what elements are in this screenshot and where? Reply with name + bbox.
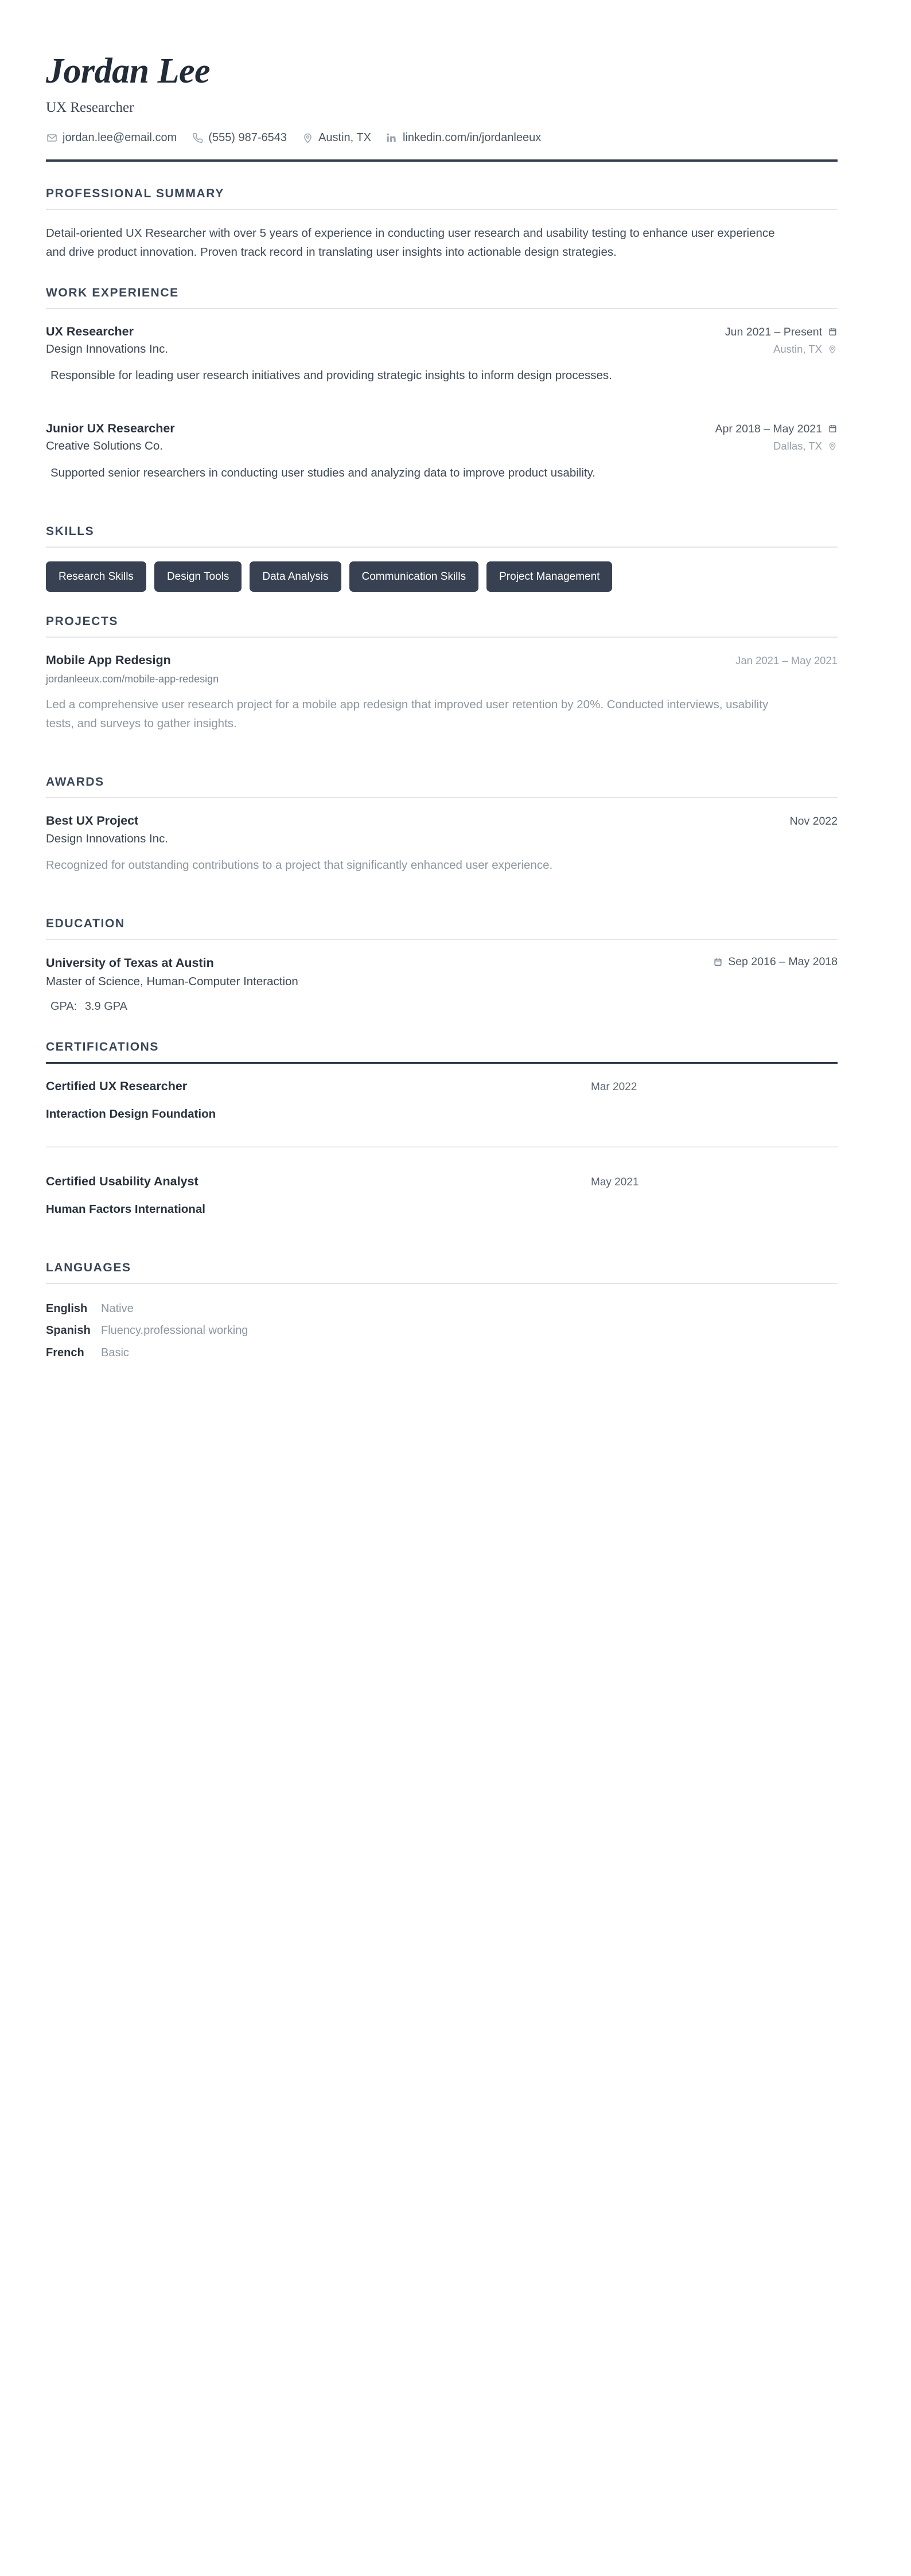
project-description: Led a comprehensive user research project for a mobile app redesign that improved user retention by 20%. Conducted interviews, usability tests, and surveys to gather insights. bbox=[46, 697, 769, 731]
certification-entry-header bbox=[46, 1173, 838, 1191]
work-description: Responsible for leading user research initiatives and providing strategic insights to inform design processes. bbox=[50, 369, 612, 383]
header-divider bbox=[46, 159, 838, 162]
language-name: French bbox=[46, 1346, 84, 1359]
location-icon bbox=[302, 132, 313, 144]
section-projects bbox=[46, 615, 838, 733]
work-location-text: Dallas, TX bbox=[773, 439, 822, 452]
award-entry bbox=[46, 812, 838, 875]
section-awards bbox=[46, 775, 838, 875]
education-degree: Master of Science, Human-Computer Interaction bbox=[46, 975, 298, 989]
section-divider bbox=[46, 797, 838, 798]
section-work-experience bbox=[46, 286, 838, 482]
certification-divider bbox=[46, 1146, 838, 1148]
education-gpa-value: 3.9 GPA bbox=[84, 1000, 127, 1013]
work-description: Supported senior researchers in conducting user studies and analyzing data to improve product usability. bbox=[50, 466, 595, 479]
contact-email[interactable] bbox=[46, 131, 177, 145]
section-certifications bbox=[46, 1040, 838, 1219]
contact-row bbox=[46, 131, 838, 145]
work-dates bbox=[725, 324, 838, 340]
section-heading-work: WORK EXPERIENCE bbox=[46, 286, 179, 299]
education-entry-header bbox=[46, 954, 838, 972]
award-date-text: Nov 2022 bbox=[789, 815, 838, 828]
section-heading-skills: SKILLS bbox=[46, 524, 95, 538]
award-entry-header bbox=[46, 812, 838, 830]
section-skills bbox=[46, 525, 838, 592]
section-heading-certifications: CERTIFICATIONS bbox=[46, 1040, 159, 1053]
section-education bbox=[46, 917, 838, 1015]
calendar-icon bbox=[713, 957, 723, 967]
skill-pill: Research Skills bbox=[46, 561, 146, 592]
education-entry bbox=[46, 954, 838, 1015]
award-issuer: Design Innovations Inc. bbox=[46, 832, 169, 845]
work-company: Creative Solutions Co. bbox=[46, 439, 163, 452]
language-level: Fluency.professional working bbox=[101, 1324, 248, 1337]
phone-icon bbox=[192, 132, 203, 144]
work-dates bbox=[715, 421, 838, 437]
certification-name: Certified Usability Analyst bbox=[46, 1174, 198, 1188]
education-gpa bbox=[50, 998, 838, 1015]
work-entry-header bbox=[46, 323, 838, 341]
award-name: Best UX Project bbox=[46, 814, 139, 828]
language-row bbox=[46, 1342, 838, 1364]
language-name: Spanish bbox=[46, 1324, 91, 1337]
section-heading-languages: LANGUAGES bbox=[46, 1260, 131, 1274]
section-languages bbox=[46, 1261, 838, 1364]
section-divider bbox=[46, 1062, 838, 1064]
work-job-title: UX Researcher bbox=[46, 324, 134, 338]
certification-date: May 2021 bbox=[591, 1176, 639, 1188]
location-icon bbox=[827, 441, 838, 451]
contact-location-text: Austin, TX bbox=[318, 131, 371, 145]
award-date bbox=[790, 813, 838, 829]
language-row bbox=[46, 1298, 838, 1320]
section-professional-summary bbox=[46, 187, 838, 261]
work-location bbox=[773, 439, 838, 454]
work-entry bbox=[46, 420, 838, 482]
project-dates-text: Jan 2021 – May 2021 bbox=[735, 654, 838, 666]
education-gpa-label: GPA: bbox=[50, 1000, 77, 1013]
calendar-icon bbox=[827, 327, 838, 337]
section-heading-projects: PROJECTS bbox=[46, 614, 118, 628]
certification-name: Certified UX Researcher bbox=[46, 1079, 188, 1093]
languages-list bbox=[46, 1298, 838, 1364]
work-job-title: Junior UX Researcher bbox=[46, 421, 175, 435]
skill-pill: Communication Skills bbox=[349, 561, 479, 592]
skill-pill: Project Management bbox=[486, 561, 612, 592]
work-company: Design Innovations Inc. bbox=[46, 342, 169, 356]
section-divider bbox=[46, 637, 838, 638]
certification-entry bbox=[46, 1173, 838, 1219]
work-entry bbox=[46, 323, 838, 385]
work-dates-text: Jun 2021 – Present bbox=[725, 325, 822, 338]
certification-issuer: Interaction Design Foundation bbox=[46, 1107, 216, 1121]
section-divider bbox=[46, 1283, 838, 1284]
section-heading-summary: PROFESSIONAL SUMMARY bbox=[46, 187, 224, 201]
award-description: Recognized for outstanding contributions to a project that significantly enhanced user experience. bbox=[46, 858, 553, 872]
skill-pill: Design Tools bbox=[154, 561, 242, 592]
work-entry-subheader bbox=[46, 438, 838, 455]
contact-location bbox=[302, 131, 371, 145]
contact-linkedin-text: linkedin.com/in/jordanleeux bbox=[402, 131, 542, 145]
candidate-job-title: UX Researcher bbox=[46, 100, 134, 116]
contact-linkedin[interactable] bbox=[386, 131, 541, 145]
candidate-name: Jordan Lee bbox=[46, 52, 211, 91]
language-row bbox=[46, 1320, 838, 1341]
calendar-icon bbox=[827, 424, 838, 434]
work-location bbox=[773, 342, 838, 357]
section-divider bbox=[46, 939, 838, 940]
education-dates-text: Sep 2016 – May 2018 bbox=[728, 955, 838, 969]
contact-phone-text: (555) 987-6543 bbox=[208, 131, 287, 145]
summary-text: Detail-oriented UX Researcher with over 5 years of experience in conducting user research and usability testing to enhance user experience and drive product innovation. Proven track record in translating user insights into actionable design strategies. bbox=[46, 227, 775, 259]
work-entry-subheader bbox=[46, 341, 838, 358]
location-icon bbox=[827, 344, 838, 354]
project-entry bbox=[46, 651, 838, 733]
project-dates bbox=[735, 653, 838, 669]
resume-header bbox=[46, 53, 838, 162]
education-school: University of Texas at Austin bbox=[46, 956, 214, 970]
project-url[interactable]: jordanleeux.com/mobile-app-redesign bbox=[46, 673, 219, 685]
section-divider bbox=[46, 547, 838, 548]
email-icon bbox=[46, 132, 57, 144]
work-entry-header bbox=[46, 420, 838, 438]
skills-list bbox=[46, 561, 711, 592]
work-dates-text: Apr 2018 – May 2021 bbox=[715, 422, 822, 435]
certification-date: Mar 2022 bbox=[591, 1081, 637, 1093]
project-entry-header bbox=[46, 651, 838, 669]
section-heading-awards: AWARDS bbox=[46, 775, 104, 789]
section-divider bbox=[46, 308, 838, 309]
contact-phone[interactable] bbox=[192, 131, 287, 145]
section-heading-education: EDUCATION bbox=[46, 917, 125, 931]
linkedin-icon bbox=[386, 132, 398, 144]
section-divider bbox=[46, 209, 838, 210]
certification-entry-header bbox=[46, 1078, 838, 1095]
language-name: English bbox=[46, 1302, 88, 1315]
contact-email-text: jordan.lee@email.com bbox=[63, 131, 177, 145]
project-name: Mobile App Redesign bbox=[46, 653, 171, 667]
language-level: Basic bbox=[101, 1346, 129, 1359]
language-level: Native bbox=[101, 1302, 134, 1315]
education-dates bbox=[713, 954, 838, 970]
skill-pill: Data Analysis bbox=[250, 561, 341, 592]
certification-entry bbox=[46, 1078, 838, 1123]
work-location-text: Austin, TX bbox=[773, 342, 822, 355]
certification-issuer: Human Factors International bbox=[46, 1203, 205, 1216]
